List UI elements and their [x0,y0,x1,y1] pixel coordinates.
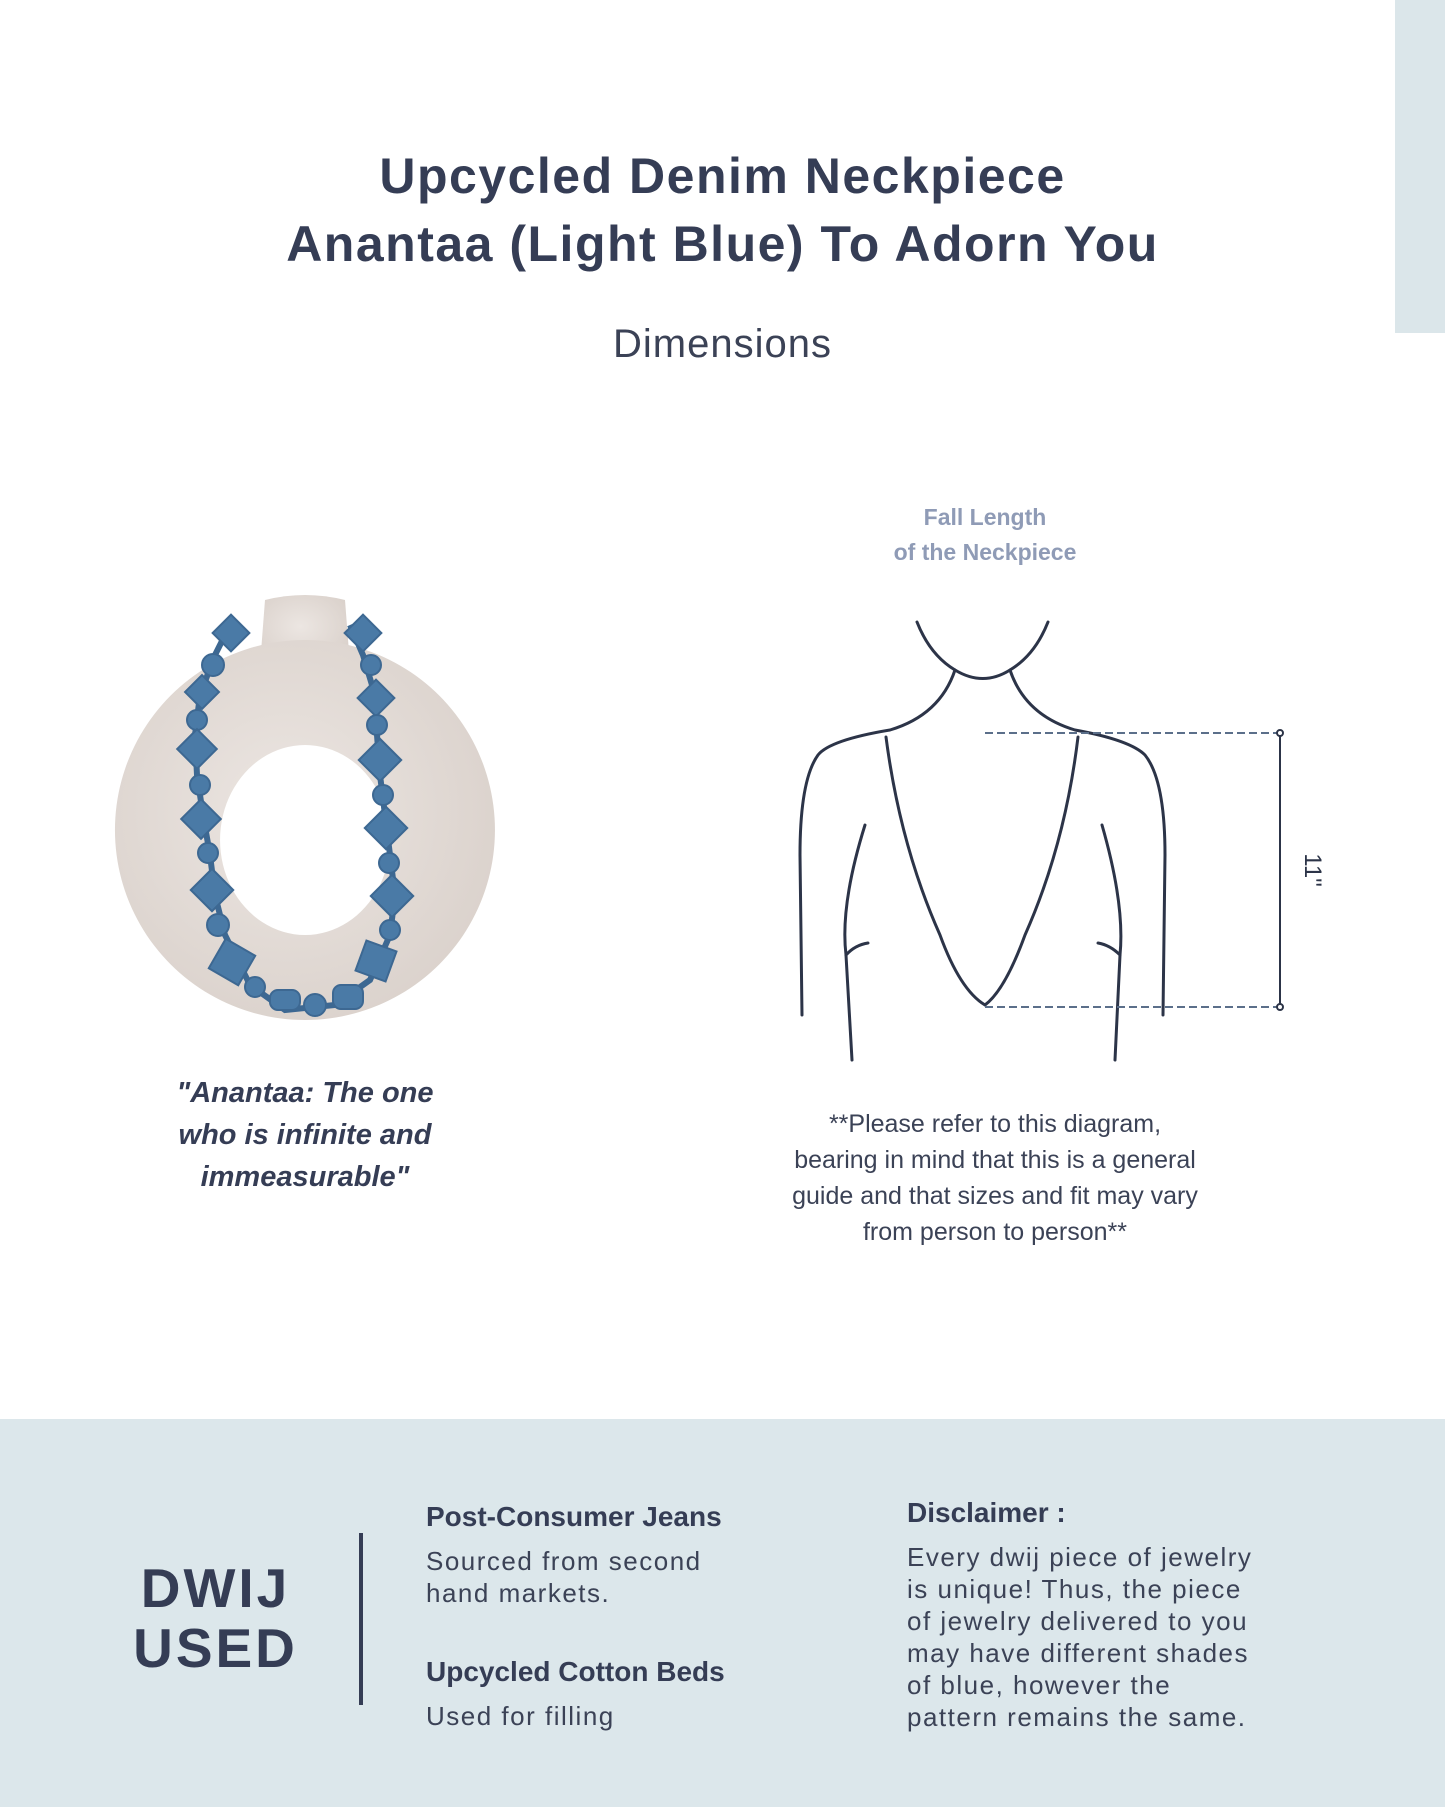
measurement-label: 11" [1299,853,1326,887]
bust-left [846,943,868,955]
arm-left [845,825,865,1060]
material-heading-jeans: Post-Consumer Jeans [426,1501,722,1532]
disclaimer-line: Every dwij piece of jewelry [907,1542,1253,1572]
disclaimer-line: of blue, however the [907,1670,1172,1700]
shoulder-right [1010,670,1165,1015]
disclaimer-line: pattern remains the same. [907,1702,1247,1732]
note-line-4: from person to person** [862,1218,1128,1246]
diagram-heading [840,500,1130,570]
material-text-jeans [426,1545,702,1609]
brand-line-2: USED [133,1617,298,1679]
material-text-cotton-line-1: Used for filling [426,1701,615,1731]
neck-right [1010,622,1048,670]
product-image [105,585,505,1025]
disclaimer-text [907,1541,1252,1733]
neckline [886,737,1078,1005]
note-line-1: **Please refer to this diagram, [828,1110,1162,1138]
bust-right [1098,943,1120,955]
disclaimer-heading: Disclaimer : [907,1497,1066,1528]
material-text-cotton [426,1700,615,1732]
quote-line-3: immeasurable" [200,1161,410,1193]
neck-base [955,670,1010,679]
diagram-heading-line-2: of the Neckpiece [893,539,1077,565]
footer-divider [359,1533,363,1705]
quote-line-1: "Anantaa: The one [176,1077,434,1109]
product-quote [100,1072,510,1198]
quote-line-2: who is infinite and [178,1119,432,1151]
brand-line-1: DWIJ [140,1557,291,1619]
disclaimer-line: of jewelry delivered to you [907,1606,1249,1636]
section-subtitle: Dimensions [613,322,832,366]
disclaimer-line: may have different shades [907,1638,1249,1668]
title-line-1: Upcycled Denim Neckpiece [379,148,1066,204]
note-line-2: bearing in mind that this is a general [794,1146,1196,1174]
note-line-3: guide and that sizes and fit may vary [792,1182,1198,1210]
material-heading-cotton: Upcycled Cotton Beds [426,1656,725,1687]
shoulder-left [800,670,955,1015]
material-text-jeans-line-2: hand markets. [426,1578,611,1608]
neck-left [917,622,955,670]
vase-ring [115,640,495,1020]
disclaimer-line: is unique! Thus, the piece [907,1574,1242,1604]
fall-length-diagram [780,615,1340,1065]
page-title [0,142,1445,278]
brand-mark [128,1558,303,1678]
diagram-note [735,1106,1255,1250]
title-line-2: Anantaa (Light Blue) To Adorn You [286,216,1159,272]
arm-right [1102,825,1121,1060]
material-text-jeans-line-1: Sourced from second [426,1546,702,1576]
diagram-heading-line-1: Fall Length [923,504,1047,530]
